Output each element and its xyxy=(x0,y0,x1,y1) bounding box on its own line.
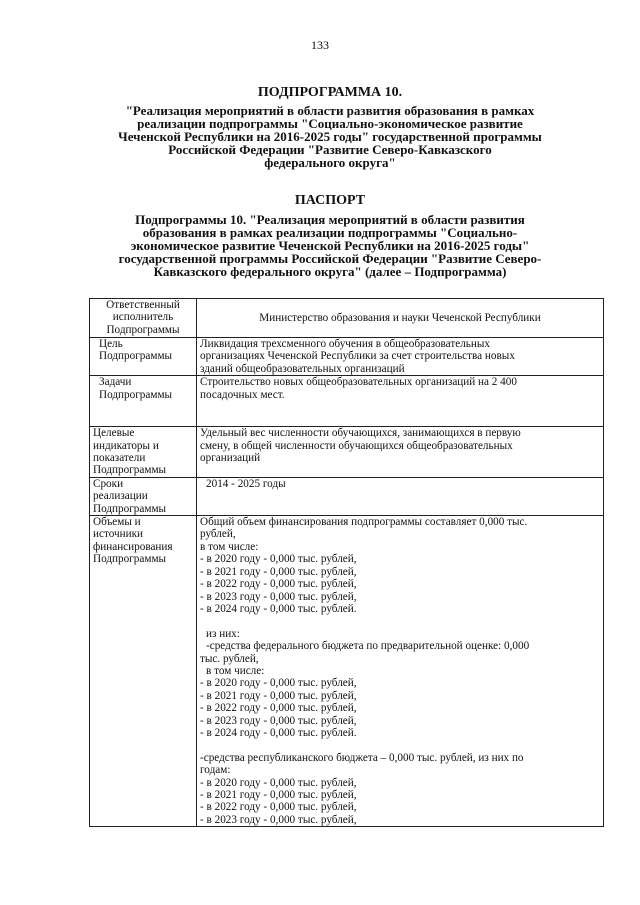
label-line: Подпрограммы xyxy=(93,502,167,515)
financing-year-line: - в 2022 году - 0,000 тыс. рублей, xyxy=(200,801,357,814)
financing-year-line: - в 2022 году - 0,000 тыс. рублей, xyxy=(200,702,357,715)
financing-line: -средства федерального бюджета по предварительной оценке: 0,000 xyxy=(206,640,530,653)
value-line: посадочных мест. xyxy=(200,388,285,401)
spacer xyxy=(200,615,600,627)
label-line: Сроки xyxy=(93,477,124,490)
executor-value: Министерство образования и науки Чеченской Республики xyxy=(197,299,604,338)
label-line: исполнитель xyxy=(112,311,174,324)
value-line: 2014 - 2025 годы xyxy=(206,477,286,490)
financing-label xyxy=(90,516,197,827)
label-line: Объемы и xyxy=(93,516,141,529)
value-line: Удельный вес численности обучающихся, занимающихся в первую xyxy=(200,427,521,440)
page-number: 133 xyxy=(311,38,329,52)
indicators-label xyxy=(90,427,197,478)
financing-value xyxy=(197,516,604,827)
value-line: организаций xyxy=(200,452,261,465)
passport-title-line: государственной программы Российской Федерации "Развитие Северо- xyxy=(118,251,542,266)
label-line: Целевые xyxy=(93,427,135,440)
tasks-label xyxy=(90,376,197,427)
passport-table xyxy=(89,298,604,827)
goal-value xyxy=(197,338,604,376)
label-line: Задачи xyxy=(99,376,132,389)
value-line: Ликвидация трехсменного обучения в общеобразовательных xyxy=(200,338,490,350)
table-row-executor xyxy=(90,299,604,338)
financing-line: в том числе: xyxy=(206,664,265,677)
subprogram-title-line: реализации подпрограммы "Социально-экономическое развитие xyxy=(137,116,523,131)
financing-year-line: - в 2020 году - 0,000 тыс. рублей, xyxy=(200,776,357,789)
label-line: Подпрограммы xyxy=(106,323,180,336)
financing-year-line: - в 2024 году - 0,000 тыс. рублей. xyxy=(200,726,357,739)
financing-line: -средства республиканского бюджета – 0,000 тыс. рублей, из них по xyxy=(200,751,524,764)
value-line: зданий общеобразовательных организаций xyxy=(200,362,405,375)
executor-label xyxy=(90,299,197,338)
label-line: источники xyxy=(93,528,144,541)
subprogram-title-line: федерального округа" xyxy=(264,155,396,170)
table-row-terms xyxy=(90,477,604,515)
financing-year-line: - в 2020 году - 0,000 тыс. рублей, xyxy=(200,677,357,690)
label-line: реализации xyxy=(93,490,148,503)
label-line: Подпрограммы xyxy=(93,553,167,566)
subprogram-title: ПОДПРОГРАММА 10. xyxy=(257,85,403,100)
financing-year-line: - в 2021 году - 0,000 тыс. рублей, xyxy=(200,565,357,578)
financing-year-line: - в 2023 году - 0,000 тыс. рублей, xyxy=(200,714,357,727)
passport-title-line: Подпрограммы 10. "Реализация мероприятий в области развития xyxy=(135,212,525,227)
financing-year-line: - в 2021 году - 0,000 тыс. рублей, xyxy=(200,689,357,702)
subprogram-title-line: Российской Федерации "Развитие Северо-Кавказского xyxy=(168,142,492,157)
label-line: Подпрограммы xyxy=(99,350,173,363)
financing-line: Общий объем финансирования подпрограммы составляет 0,000 тыс. xyxy=(200,516,528,529)
terms-label xyxy=(90,477,197,515)
tasks-value xyxy=(197,376,604,427)
label-line: Подпрограммы xyxy=(99,388,173,401)
subprogram-heading xyxy=(80,86,580,169)
financing-year-line: - в 2021 году - 0,000 тыс. рублей, xyxy=(200,788,357,801)
value-line: смену, в общей численности обучающихся общеобразовательных xyxy=(200,439,513,452)
table-row-financing xyxy=(90,516,604,827)
financing-year-line: - в 2022 году - 0,000 тыс. рублей, xyxy=(200,578,357,591)
table-row-indicators xyxy=(90,427,604,478)
subprogram-title-line: "Реализация мероприятий в области развития образования в рамках xyxy=(125,103,535,118)
table-row-goal xyxy=(90,338,604,376)
passport-title-line: образования в рамках реализации подпрограммы "Социально- xyxy=(142,225,518,240)
spacer xyxy=(200,739,600,751)
financing-line: годам: xyxy=(200,764,231,777)
financing-year-line: - в 2023 году - 0,000 тыс. рублей, xyxy=(200,813,357,826)
label-line: Ответственный xyxy=(106,299,180,311)
value-line: Строительство новых общеобразовательных организаций на 2 400 xyxy=(200,376,517,389)
indicators-value xyxy=(197,427,604,478)
table-row-tasks xyxy=(90,376,604,427)
financing-year-line: - в 2023 году - 0,000 тыс. рублей, xyxy=(200,590,357,603)
passport-heading xyxy=(80,194,580,278)
label-line: показатели xyxy=(93,452,146,465)
financing-line: в том числе: xyxy=(200,540,259,553)
passport-title: ПАСПОРТ xyxy=(294,193,366,208)
value-line: организациях Чеченской Республики за счет строительства новых xyxy=(200,350,515,363)
label-line: индикаторы и xyxy=(93,439,159,452)
label-line: финансирования xyxy=(93,540,173,553)
passport-title-line: Кавказского федерального округа" (далее – Подпрограмма) xyxy=(153,264,507,279)
passport-title-line: экономическое развитие Чеченской Республики на 2016-2025 годы" xyxy=(130,238,530,253)
label-line: Подпрограммы xyxy=(93,464,167,477)
financing-line: рублей, xyxy=(200,528,236,541)
goal-label xyxy=(90,338,197,376)
financing-year-line: - в 2020 году - 0,000 тыс. рублей, xyxy=(200,553,357,566)
financing-year-line: - в 2024 году - 0,000 тыс. рублей. xyxy=(200,602,357,615)
subprogram-title-line: Чеченской Республики на 2016-2025 годы" государственной программы xyxy=(118,129,542,144)
label-line: Цель xyxy=(99,338,123,350)
financing-line: из них: xyxy=(206,627,240,640)
terms-value xyxy=(197,477,604,515)
financing-line: тыс. рублей, xyxy=(200,652,259,665)
